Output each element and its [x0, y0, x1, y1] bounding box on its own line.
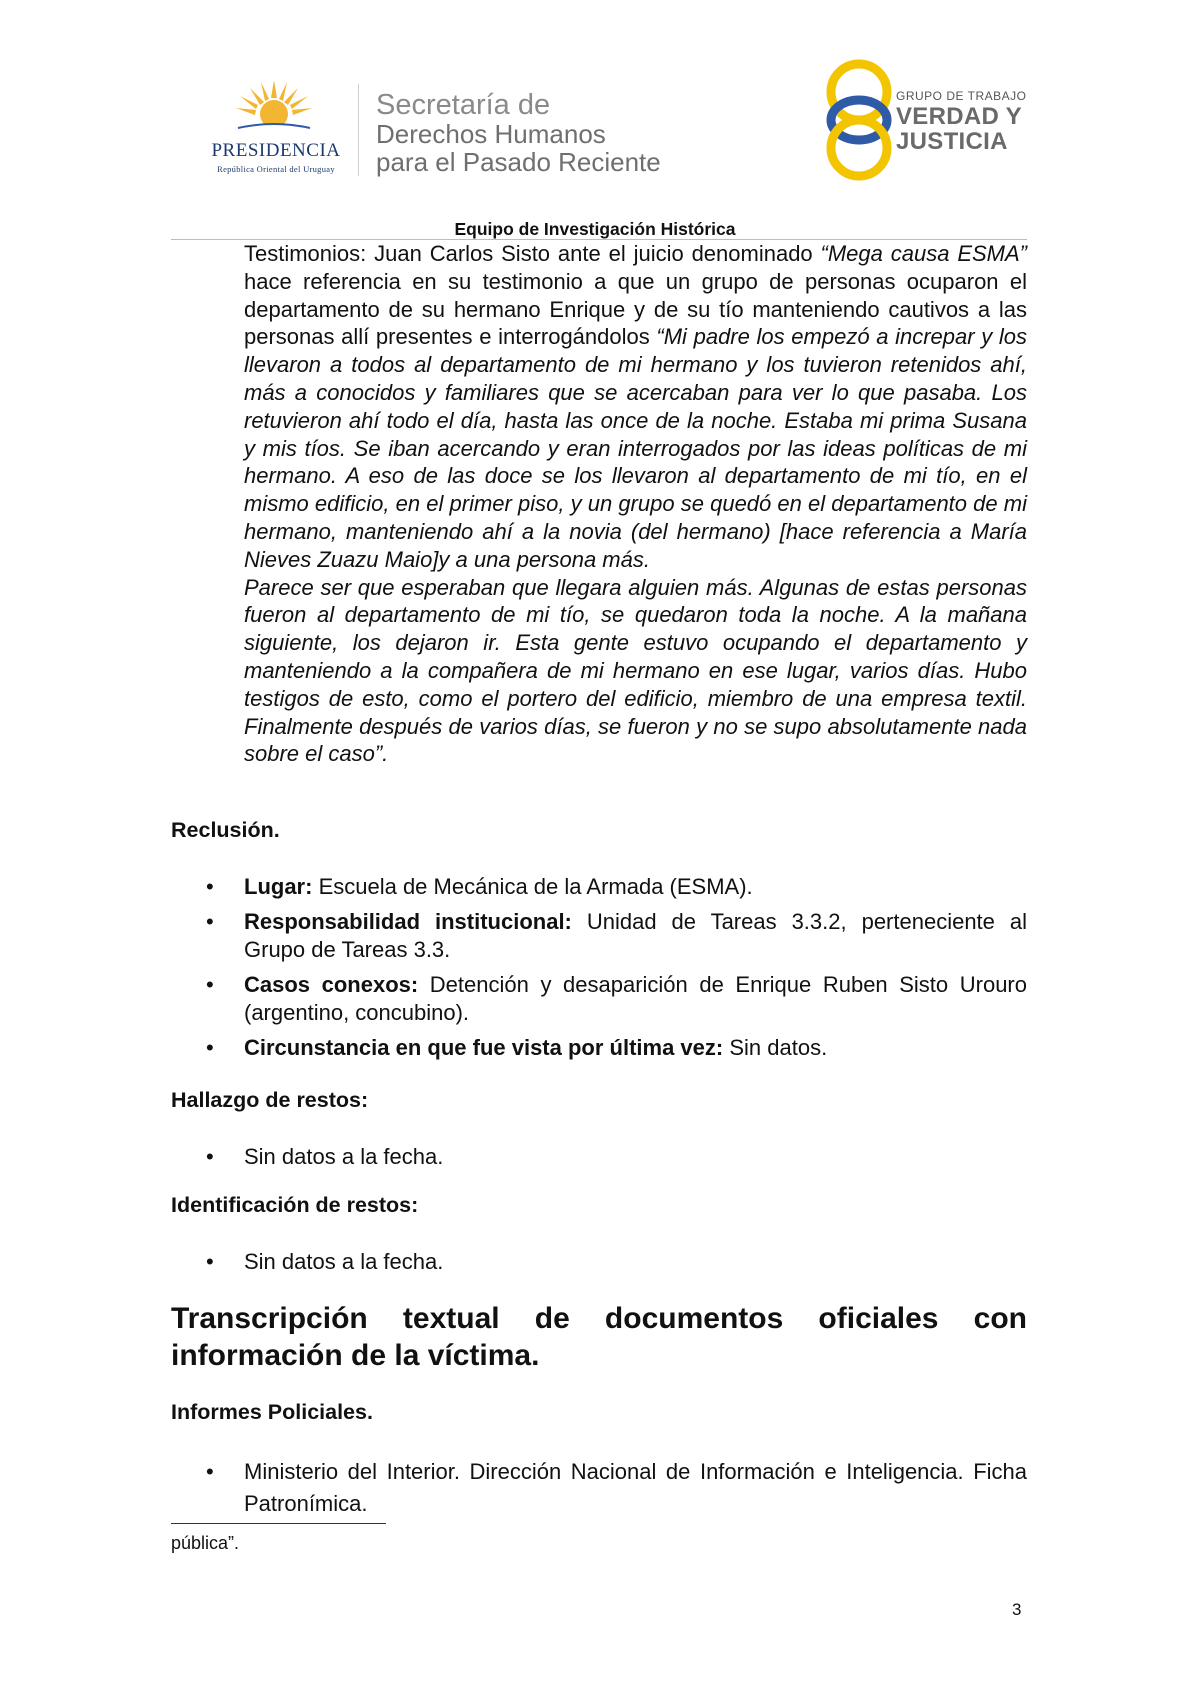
list-item: [171, 1248, 1027, 1276]
reclusion-text: Unidad de Tareas 3.3.2, perteneciente al Grupo de Tareas 3.3.: [244, 909, 1027, 962]
testimony-paragraph-2: [244, 574, 1027, 769]
presidencia-logo: [196, 80, 356, 180]
list-item: [171, 908, 1027, 964]
transcripcion-heading-line-2: información de la víctima.: [171, 1339, 540, 1372]
testimony-paragraph-1: [244, 240, 1027, 574]
bullet-icon: •: [206, 874, 214, 899]
footnote-rule: [171, 1523, 386, 1524]
bullet-icon: •: [206, 909, 214, 934]
identificacion-heading: Identificación de restos:: [171, 1193, 419, 1217]
informes-heading: Informes Policiales.: [171, 1400, 373, 1424]
reclusion-label: Lugar:: [244, 874, 313, 899]
list-item: [171, 1456, 1027, 1520]
bullet-icon: •: [206, 1144, 214, 1169]
rings-icon: [824, 58, 894, 182]
header-title: Equipo de Investigación Histórica: [454, 219, 736, 239]
bullet-icon: •: [206, 1249, 214, 1274]
reclusion-label: Circunstancia en que fue vista por última vez:: [244, 1035, 724, 1060]
list-item: [171, 873, 1027, 901]
testimony-block: [244, 240, 1027, 768]
bullet-icon: •: [206, 1459, 214, 1484]
republica-wordmark: República Oriental del Uruguay: [217, 164, 335, 174]
identificacion-text: Sin datos a la fecha.: [244, 1249, 444, 1274]
testimony-quote-1: “Mi padre los empezó a increpar y los llevaron a todos al departamento de mi hermano y los tuvieron retenidos ahí, más a conocidos y familiares que se acercaban para ver lo que pasaba. Los retuvieron ahí todo el día, hasta las once de la noche. Estaba mi prima Susana y mis tíos. Se iban acercando y eran interrogados por las ideas políticas de mi hermano. A eso de las doce se los llevaron al departamento de mi tío, en el mismo edificio, en el primer piso, y un grupo se quedó en el departamento de mi hermano, manteniendo ahí a la novia (del hermano) [hace referencia a María Nieves Zuazu Maio]y a una persona más.: [244, 324, 1028, 572]
grupo-line-2: VERDAD Y: [896, 103, 1022, 130]
informes-list: [171, 1456, 1027, 1520]
transcripcion-heading-line-1: Transcripción textual de documentos oficiales con: [171, 1302, 1027, 1335]
list-item: [171, 971, 1027, 1027]
bullet-icon: •: [206, 972, 214, 997]
reclusion-heading: Reclusión.: [171, 818, 280, 842]
reclusion-text: Escuela de Mecánica de la Armada (ESMA).: [312, 874, 753, 899]
grupo-line-3: JUSTICIA: [896, 128, 1008, 155]
bullet-icon: •: [206, 1035, 214, 1060]
hallazgo-heading: Hallazgo de restos:: [171, 1088, 369, 1112]
secretaria-logo: [376, 90, 661, 176]
sun-icon: [234, 80, 314, 138]
identificacion-list: [171, 1248, 1027, 1276]
list-item: [171, 1143, 1027, 1171]
testimony-intro-rest: hace referencia en su testimonio a que un grupo de personas ocuparon el departamento de su hermano Enrique y de su tío manteniendo cautivos a las personas allí presentes e interrogándolos: [244, 268, 1027, 350]
testimony-quote-2: Parece ser que esperaban que llegara alguien más. Algunas de estas personas fueron al departamento de mi tío, se quedaron toda la noche. A la mañana siguiente, los dejaron ir. Esta gente estuvo ocupando el departamento y manteniendo a la compañera de mi hermano en ese lugar, varios días. Hubo testigos de esto, como el portero del edificio, miembro de una empresa textil. Finalmente después de varios días, se fueron y no se supo absolutamente nada sobre el caso”.: [244, 574, 1027, 767]
reclusion-label: Casos conexos:: [244, 972, 419, 997]
presidencia-wordmark: PRESIDENCIA: [211, 140, 341, 161]
logo-divider: [358, 84, 359, 176]
informes-text: Ministerio del Interior. Dirección Nacional de Información e Inteligencia. Ficha Patronímica.: [244, 1459, 1027, 1516]
grupo-verdad-justicia-logo: [824, 58, 1044, 182]
reclusion-text: Sin datos.: [723, 1035, 828, 1060]
page-number: 3: [1012, 1600, 1022, 1619]
grupo-line-1: GRUPO DE TRABAJO: [896, 89, 1027, 103]
hallazgo-text: Sin datos a la fecha.: [244, 1144, 444, 1169]
reclusion-text: Detención y desaparición de Enrique Ruben Sisto Urouro (argentino, concubino).: [244, 972, 1027, 1025]
list-item: [171, 1034, 1027, 1062]
testimony-intro: Testimonios: Juan Carlos Sisto ante el juicio denominado: [244, 241, 821, 266]
transcripcion-heading: [171, 1300, 1027, 1374]
secretaria-line-2: Derechos Humanos: [376, 119, 606, 149]
secretaria-line-3: para el Pasado Reciente: [376, 147, 661, 177]
reclusion-list: [171, 873, 1027, 1062]
testimony-intro-em: “Mega causa ESMA”: [820, 241, 1027, 266]
secretaria-line-1: Secretaría de: [376, 89, 551, 121]
footnote-text: pública”.: [171, 1533, 240, 1553]
reclusion-label: Responsabilidad institucional:: [244, 909, 572, 934]
hallazgo-list: [171, 1143, 1027, 1171]
